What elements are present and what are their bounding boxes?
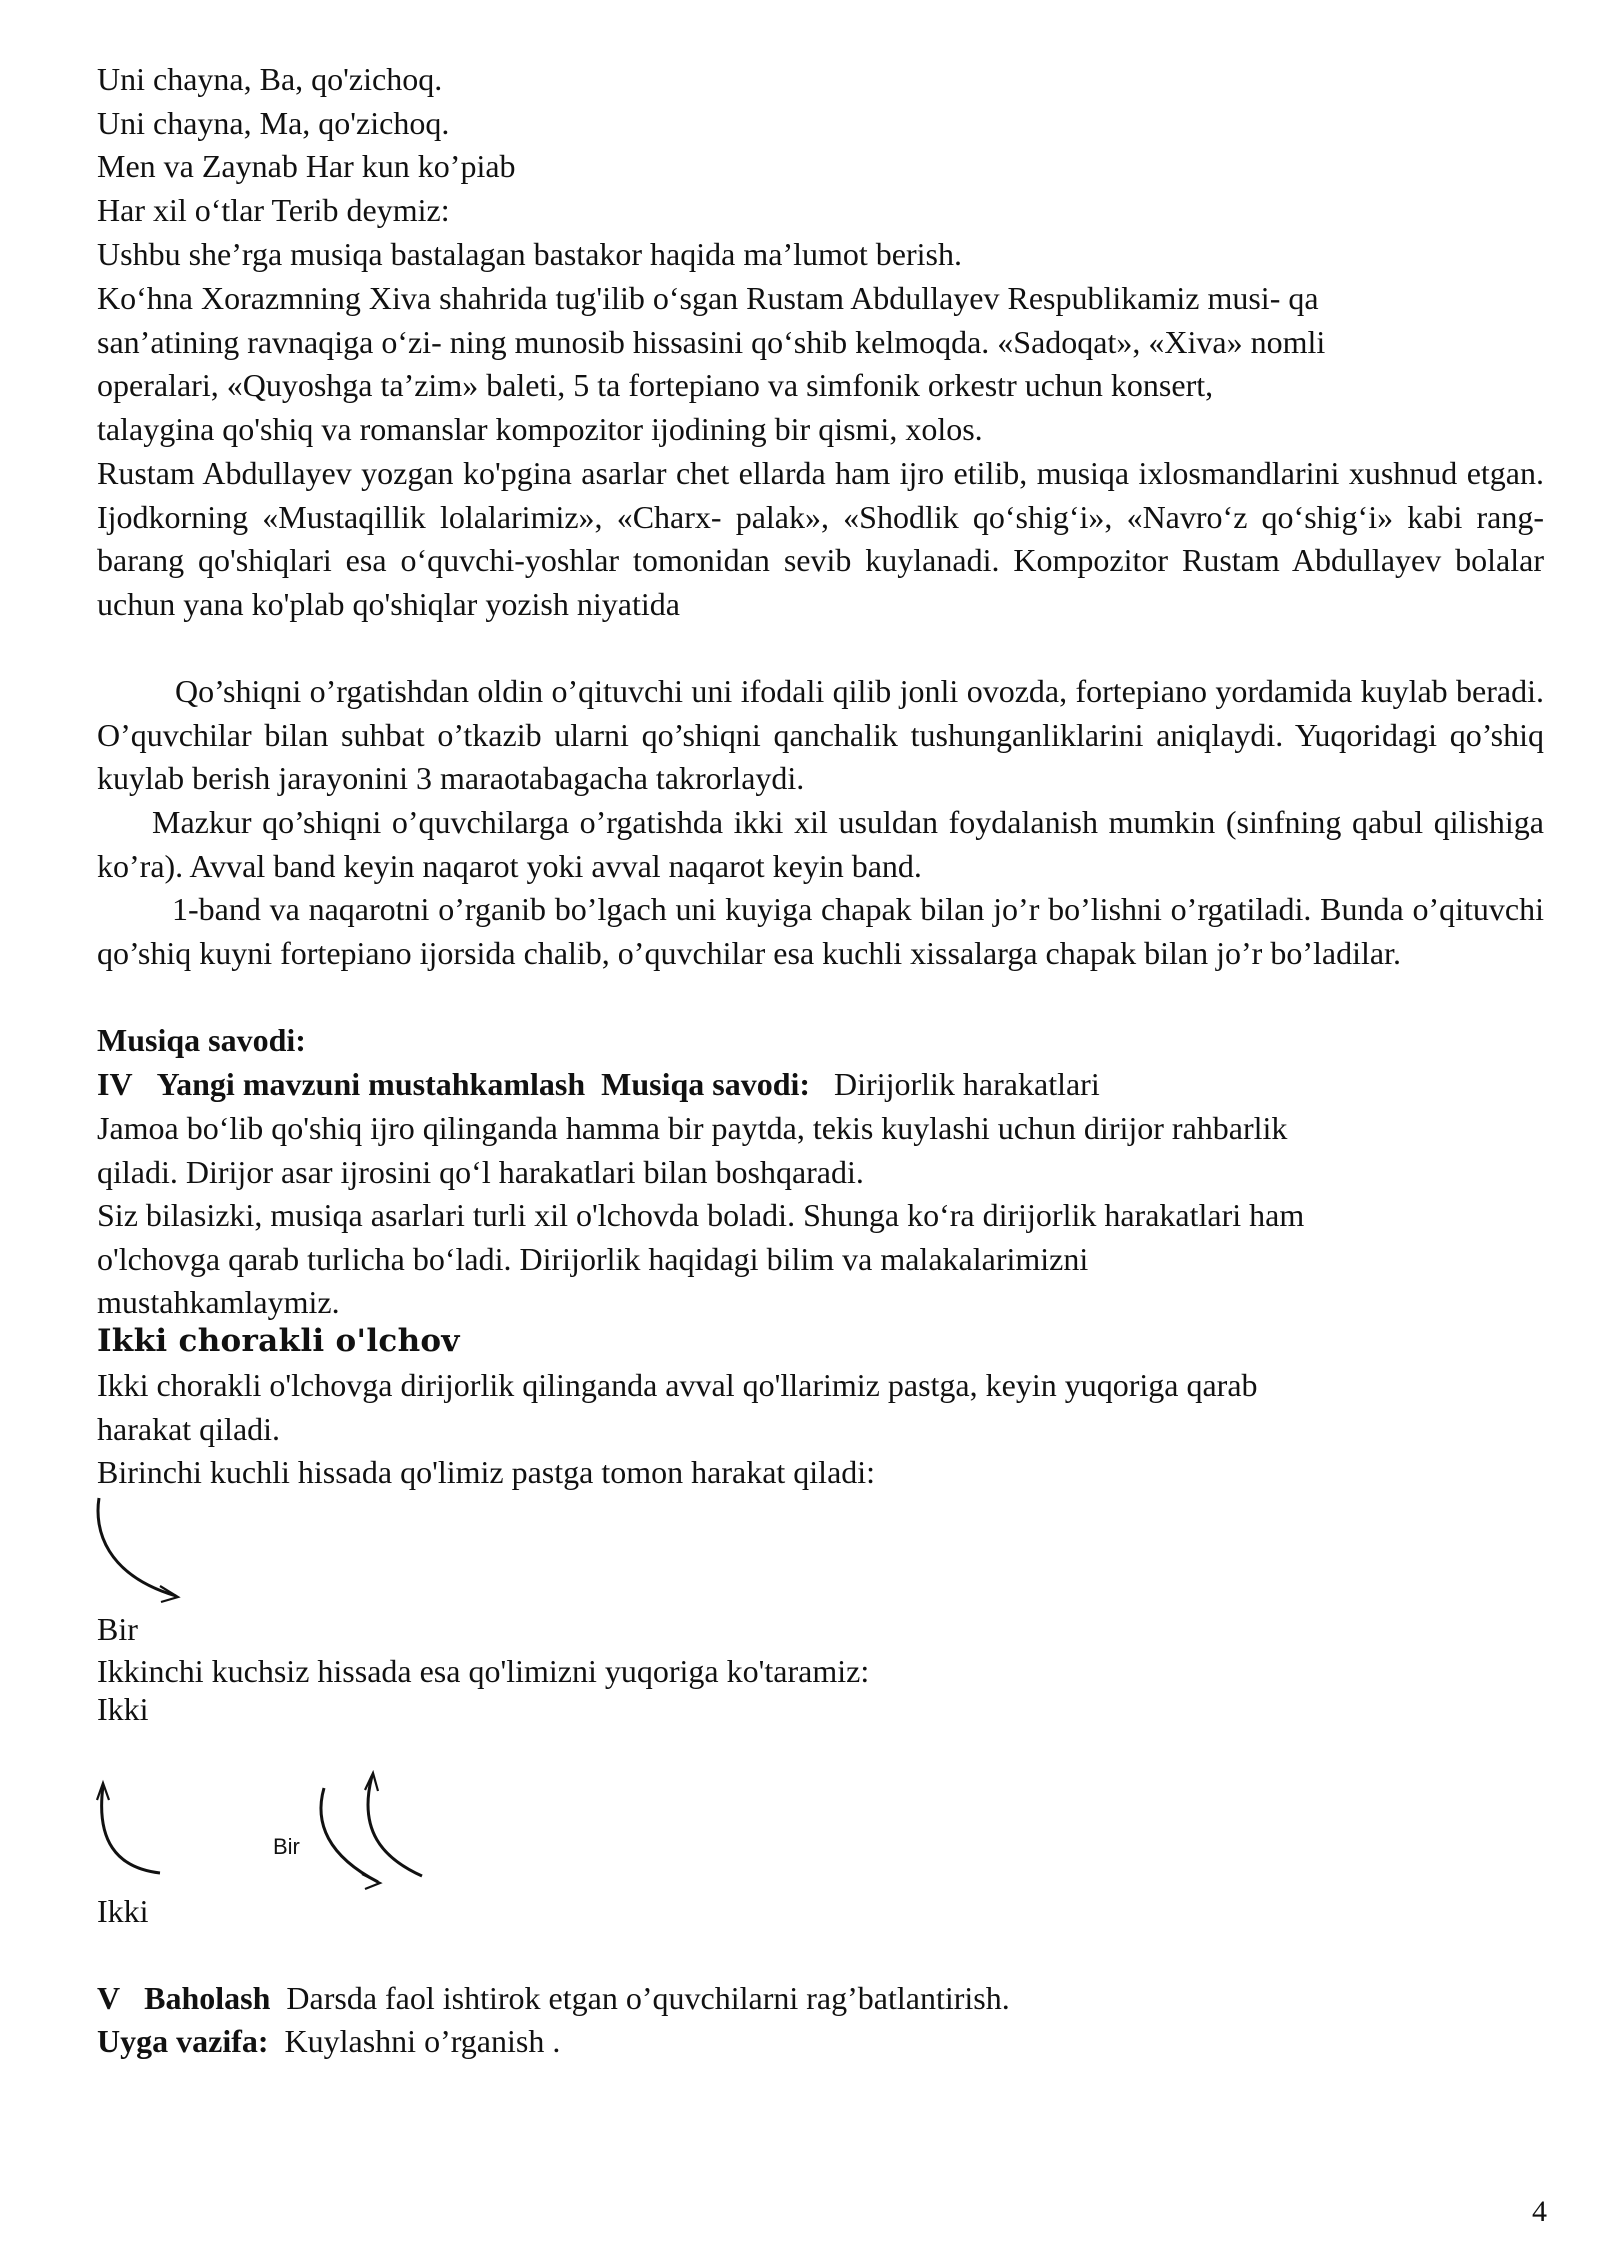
lyric-line: Uni chayna, Ba, qo'zichoq. (97, 61, 443, 97)
homework-line (97, 2020, 1544, 2064)
section-iv-topic: Dirijorlik harakatlari (834, 1066, 1100, 1102)
conductor-paragraph (97, 1107, 1544, 1194)
bio-line: operalari, «Quyoshga ta’zim» baleti, 5 ta fortepiano va simfonik orkestr uchun konsert, (97, 367, 1214, 404)
meter-line: mustahkamlaymiz. (97, 1284, 340, 1321)
homework-label: Uyga vazifa: (97, 2023, 269, 2059)
lyric-line: Uni chayna, Ma, qo'zichoq. (97, 104, 450, 141)
bio-line: Ko‘hna Xorazmning Xiva shahrida tug'ilib o‘sgan Rustam Abdullayev Respublikamiz musi- qa (97, 280, 1319, 316)
lyric-line: Men va Zaynab Har kun ko’piab (97, 148, 516, 185)
works-paragraph: Rustam Abdullayev yozgan ko'pgina asarlar chet ellarda ham ijro etilib, musiqa ixlosmandlarini xushnud etgan. Ijodkorning «Mustaqillik lolalarimiz», «Charx- palak», «Shodlik qo‘shig‘i», «Navro‘z qo‘shig‘i» kabi rang-barang qo'shiqlari esa o‘quvchi-yoshlar tomonidan sevib kuylanadi. Kompozitor Rustam Abdullayev bolalar uchun yana ko'plab qo'shiqlar yozish niyatida (97, 455, 1544, 622)
ikki-chorakli-heading: Ikki chorakli o'lchov (97, 1323, 460, 1359)
beat-bir-label: Bir (97, 1611, 138, 1647)
ikki-line: Birinchi kuchli hissada qo'limiz pastga tomon harakat qiladi: (97, 1454, 876, 1491)
section-iv-number: IV (97, 1066, 133, 1102)
teaching-paragraph: Qo’shiqni o’rgatishdan oldin o’qituvchi uni ifodali qilib jonli ovozda, fortepiano yordamida kuylab beradi. O’quvchilar bilan suhbat o’tkazib ularni qo’shiqni qanchalik tushunganliklarini aniqlaydi. Yuqoridagi qo’shiq kuylab berish jarayonini 3 maraotabagacha takrorlaydi. (97, 673, 1544, 797)
ikki-chorakli-paragraph (97, 1364, 1544, 1495)
upbeat-arrow-icon (88, 1770, 178, 1880)
task-line: Ushbu she’rga musiqa bastalagan bastakor haqida ma’lumot berish. (97, 236, 962, 272)
meter-line: o'lchovga qarab turlicha bo‘ladi. Dirijorlik haqidagi bilim va malakalarimizni (97, 1240, 1089, 1277)
ikki-line: Ikki chorakli o'lchovga dirijorlik qilinganda avval qo'llarimiz pastga, keyin yuqoriga qarab (97, 1367, 1258, 1403)
section-iv-title: Yangi mavzuni mustahkamlash (156, 1066, 586, 1102)
section-v-number: V (97, 1980, 121, 2016)
lyric-line: Har xil o‘tlar Terib deymiz: (97, 191, 450, 228)
section-v-title: Baholash (144, 1980, 271, 2016)
ikkinchi-line: Ikkinchi kuchsiz hissada esa qo'limizni yuqoriga ko'taramiz: (97, 1653, 870, 1689)
section-iv-heading (97, 1063, 1544, 1107)
composer-bio (97, 277, 1544, 451)
clap-paragraph: 1-band va naqarotni o’rganib bo’lgach uni kuyiga chapak bilan jo’r bo’lishni o’rgatiladi. Bunda o’qituvchi qo’shiq kuyni fortepiano ijorsida chalib, o’quvchilar esa kuchli xissalarga chapak bilan jo’r bo’ladilar. (97, 891, 1544, 971)
meter-paragraph (97, 1194, 1544, 1325)
method-paragraph: Mazkur qo’shiqni o’quvchilarga o’rgatishda ikki xil usuldan foydalanish mumkin (sinfning qabul qilishiga ko’ra). Avval band keyin naqarot yoki avval naqarot keyin band. (97, 804, 1544, 884)
musiqa-savodi-heading: Musiqa savodi: (97, 1022, 306, 1058)
meter-line: Siz bilasizki, musiqa asarlari turli xil o'lchovda boladi. Shunga ko‘ra dirijorlik harakatlari ham (97, 1197, 1305, 1233)
conductor-line: qiladi. Dirijor asar ijrosini qo‘l harakatlari bilan boshqaradi. (97, 1153, 864, 1190)
homework-text: Kuylashni o’rganish . (284, 2023, 561, 2059)
downbeat-arrow-icon (88, 1490, 188, 1610)
two-beat-pattern-icon (310, 1768, 440, 1893)
section-v-text: Darsda faol ishtirok etgan o’quvchilarni rag’batlantirish. (286, 1980, 1010, 2016)
diagram-bir-label: Bir (273, 1834, 300, 1859)
page-number: 4 (1532, 2195, 1547, 2228)
bio-line: san’atining ravnaqiga o‘zi- ning munosib hissasini qo‘shib kelmoqda. «Sadoqat», «Xiva» nomli (97, 323, 1326, 360)
section-iv-label: Musiqa savodi: (601, 1066, 811, 1102)
bio-line: talaygina qo'shiq va romanslar kompozitor ijodining bir qismi, xolos. (97, 410, 983, 447)
beat-ikki-top-label: Ikki (97, 1691, 149, 1727)
beat-ikki-bottom-label: Ikki (97, 1893, 149, 1929)
song-lyrics (97, 58, 1544, 232)
conductor-line: Jamoa bo‘lib qo'shiq ijro qilinganda hamma bir paytda, tekis kuylashi uchun dirijor rahbarlik (97, 1110, 1288, 1146)
ikki-line: harakat qiladi. (97, 1410, 281, 1447)
section-v-line (97, 1977, 1544, 2021)
